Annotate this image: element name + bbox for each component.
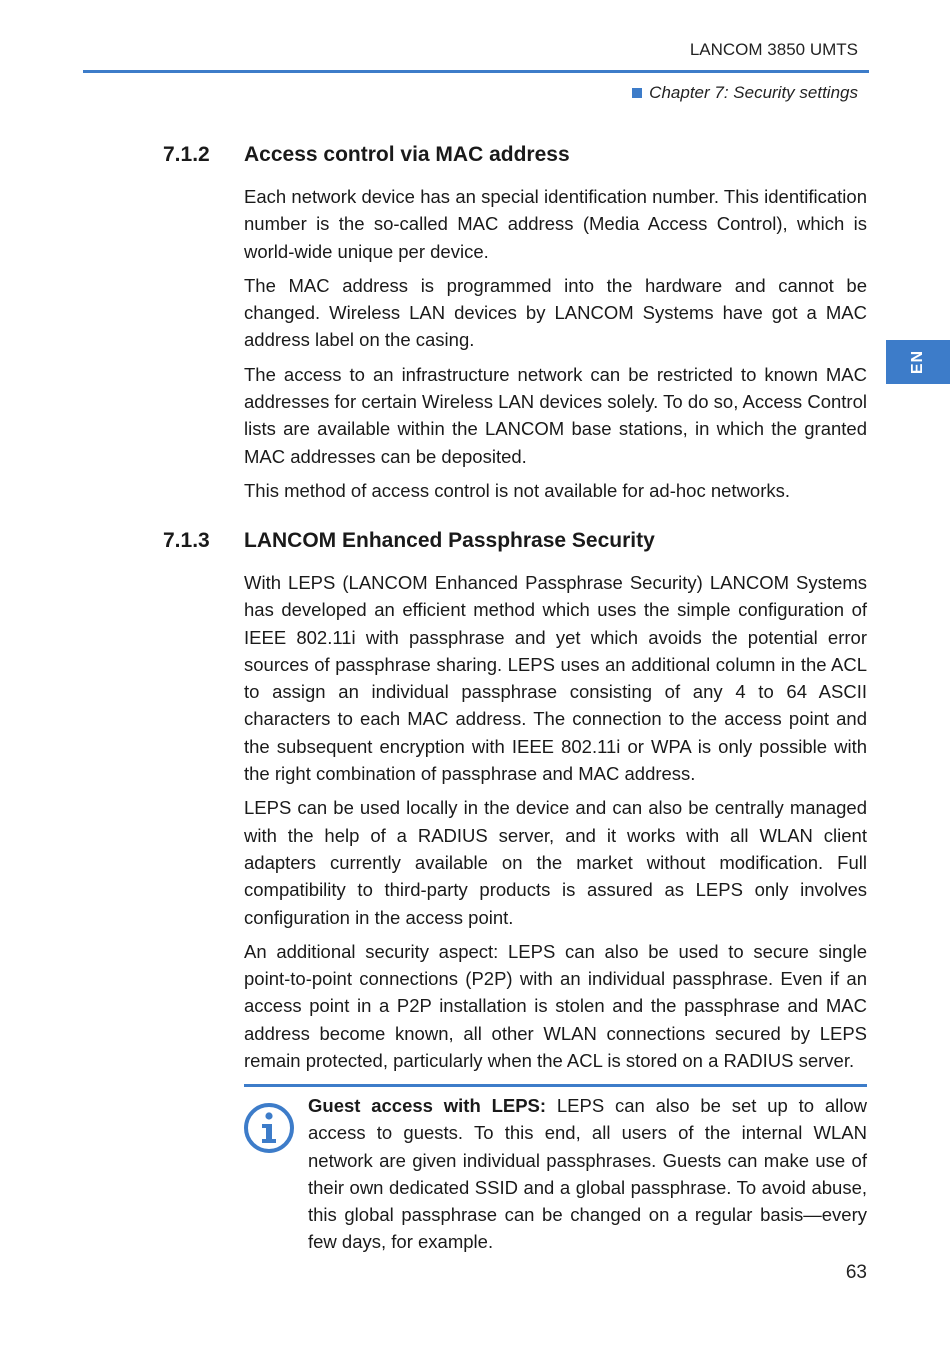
section-body [244, 569, 867, 1081]
chapter-title [632, 83, 858, 103]
paragraph: Each network device has an special identification number. This identification number is the so-called MAC address (Media Access Control), which is world-wide unique per device. [244, 186, 867, 262]
section-title: LANCOM Enhanced Passphrase Security [244, 529, 655, 552]
paragraph: This method of access control is not available for ad-hoc networks. [244, 479, 791, 501]
language-tab-label: EN [908, 349, 926, 375]
note-title: Guest access with LEPS: [308, 1095, 547, 1116]
section-body [244, 183, 867, 511]
section-heading [163, 143, 570, 167]
paragraph: With LEPS (LANCOM Enhanced Passphrase Security) LANCOM Systems has developed an efficient method which uses the simple configuration of IEEE 802.11i with passphrase and yet which avoids the potential error sources of passphrase sharing. LEPS uses an additional column in the ACL to assign an individual passphrase consisting of any 4 to 64 ASCII characters to each MAC address. The connection to the access point and the subsequent encryption with IEEE 802.11i or WPA is only possible with the right combination of passphrase and MAC address. [244, 572, 867, 785]
language-tab [886, 340, 950, 384]
note-divider [244, 1084, 867, 1087]
product-name: LANCOM 3850 UMTS [689, 40, 858, 59]
chapter-title-text: Chapter 7: Security settings [649, 83, 858, 102]
section-heading [163, 529, 655, 553]
section-number: 7.1.2 [163, 143, 210, 166]
section-title: Access control via MAC address [244, 143, 570, 166]
page-number: 63 [845, 1262, 867, 1283]
header-divider [83, 70, 869, 73]
paragraph: The MAC address is programmed into the hardware and cannot be changed. Wireless LAN devices by LANCOM Systems have got a MAC address label on the casing. [244, 274, 867, 351]
paragraph: An additional security aspect: LEPS can also be used to secure single point-to-point connections (P2P) with an individual passphrase. Even if an access point in a P2P installation is stolen and the passphrase and MAC address become known, all other WLAN connections secured by LEPS remain protected, particularly when the ACL is stored on a RADIUS server. [244, 940, 867, 1072]
note-body: LEPS can also be set up to allow access to guests. To this end, all users of the internal WLAN network are given individual passphrases. Guests can make use of their own dedicated SSID and a global passphrase. To avoid abuse, this global passphrase can be changed on a regular basis—every few days, for example. [308, 1095, 867, 1253]
square-bullet-icon [632, 88, 642, 98]
note-text [308, 1092, 867, 1256]
info-icon [243, 1102, 295, 1154]
section-number: 7.1.3 [163, 529, 210, 552]
paragraph: The access to an infrastructure network can be restricted to known MAC addresses for certain Wireless LAN devices solely. To do so, Access Control lists are available within the LANCOM base stations, in which the granted MAC addresses can be deposited. [244, 363, 867, 467]
paragraph: LEPS can be used locally in the device and can also be centrally managed with the help of a RADIUS server, and it works with all WLAN client adapters currently available on the market without modification. Full compatibility to third-party products is assured as LEPS only involves configuration in the access point. [244, 797, 867, 928]
